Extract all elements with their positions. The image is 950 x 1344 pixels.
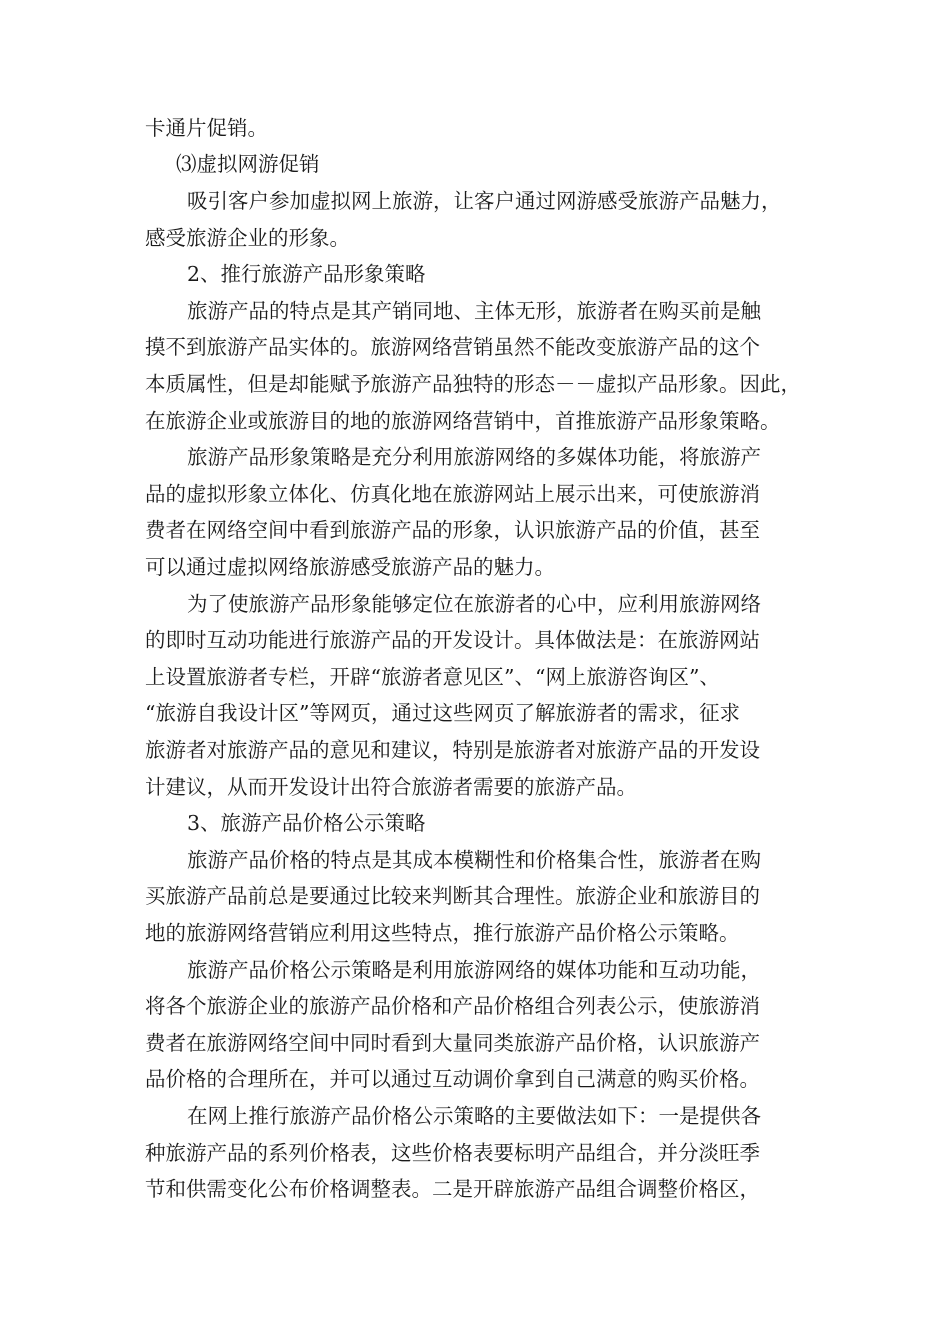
text-line: 费者在旅游网络空间中同时看到大量同类旅游产品价格，认识旅游产 [145, 1031, 760, 1055]
text-line: 买旅游产品前总是要通过比较来判断其合理性。旅游企业和旅游目的 [145, 884, 760, 908]
text-line: 品的虚拟形象立体化、仿真化地在旅游网站上展示出来，可使旅游消 [145, 482, 760, 506]
section-heading: 3、旅游产品价格公示策略 [187, 811, 426, 835]
section-heading: 2、推行旅游产品形象策略 [187, 262, 426, 286]
text-line: 旅游产品价格的特点是其成本模糊性和价格集合性，旅游者在购 [187, 848, 761, 872]
text-line: 摸不到旅游产品实体的。旅游网络营销虽然不能改变旅游产品的这个 [145, 335, 760, 359]
text-line: 上设置旅游者专栏，开辟“旅游者意见区”、“网上旅游咨询区”、 [145, 665, 720, 689]
text-line: 吸引客户参加虚拟网上旅游，让客户通过网游感受旅游产品魅力， [187, 189, 782, 213]
text-line: 感受旅游企业的形象。 [145, 226, 350, 250]
text-line: 的即时互动功能进行旅游产品的开发设计。具体做法是：在旅游网站 [145, 628, 760, 652]
text-line: 将各个旅游企业的旅游产品价格和产品价格组合列表公示，使旅游消 [145, 994, 760, 1018]
text-line: 节和供需变化公布价格调整表。二是开辟旅游产品组合调整价格区， [145, 1177, 760, 1201]
text-line: 旅游产品的特点是其产销同地、主体无形，旅游者在购买前是触 [187, 299, 761, 323]
text-line: 计建议，从而开发设计出符合旅游者需要的旅游产品。 [145, 775, 637, 799]
text-line: “旅游自我设计区”等网页，通过这些网页了解旅游者的需求，征求 [145, 701, 740, 725]
text-line: 旅游者对旅游产品的意见和建议，特别是旅游者对旅游产品的开发设 [145, 738, 760, 762]
text-line: 费者在网络空间中看到旅游产品的形象，认识旅游产品的价值，甚至 [145, 518, 760, 542]
text-line: 地的旅游网络营销应利用这些特点，推行旅游产品价格公示策略。 [145, 921, 740, 945]
text-line: 可以通过虚拟网络旅游感受旅游产品的魅力。 [145, 555, 555, 579]
subsection-heading: ⑶虚拟网游促销 [176, 152, 320, 176]
text-line: 在网上推行旅游产品价格公示策略的主要做法如下：一是提供各 [187, 1104, 761, 1128]
text-line: 卡通片促销。 [145, 116, 268, 140]
text-line: 旅游产品价格公示策略是利用旅游网络的媒体功能和互动功能， [187, 958, 761, 982]
text-line: 种旅游产品的系列价格表，这些价格表要标明产品组合，并分淡旺季 [145, 1141, 760, 1165]
text-line: 为了使旅游产品形象能够定位在旅游者的心中，应利用旅游网络 [187, 592, 761, 616]
text-line: 本质属性，但是却能赋予旅游产品独特的形态－－虚拟产品形象。因此， [145, 372, 801, 396]
text-line: 在旅游企业或旅游目的地的旅游网络营销中，首推旅游产品形象策略。 [145, 409, 781, 433]
text-line: 品价格的合理所在，并可以通过互动调价拿到自己满意的购买价格。 [145, 1067, 760, 1091]
text-line: 旅游产品形象策略是充分利用旅游网络的多媒体功能，将旅游产 [187, 445, 761, 469]
